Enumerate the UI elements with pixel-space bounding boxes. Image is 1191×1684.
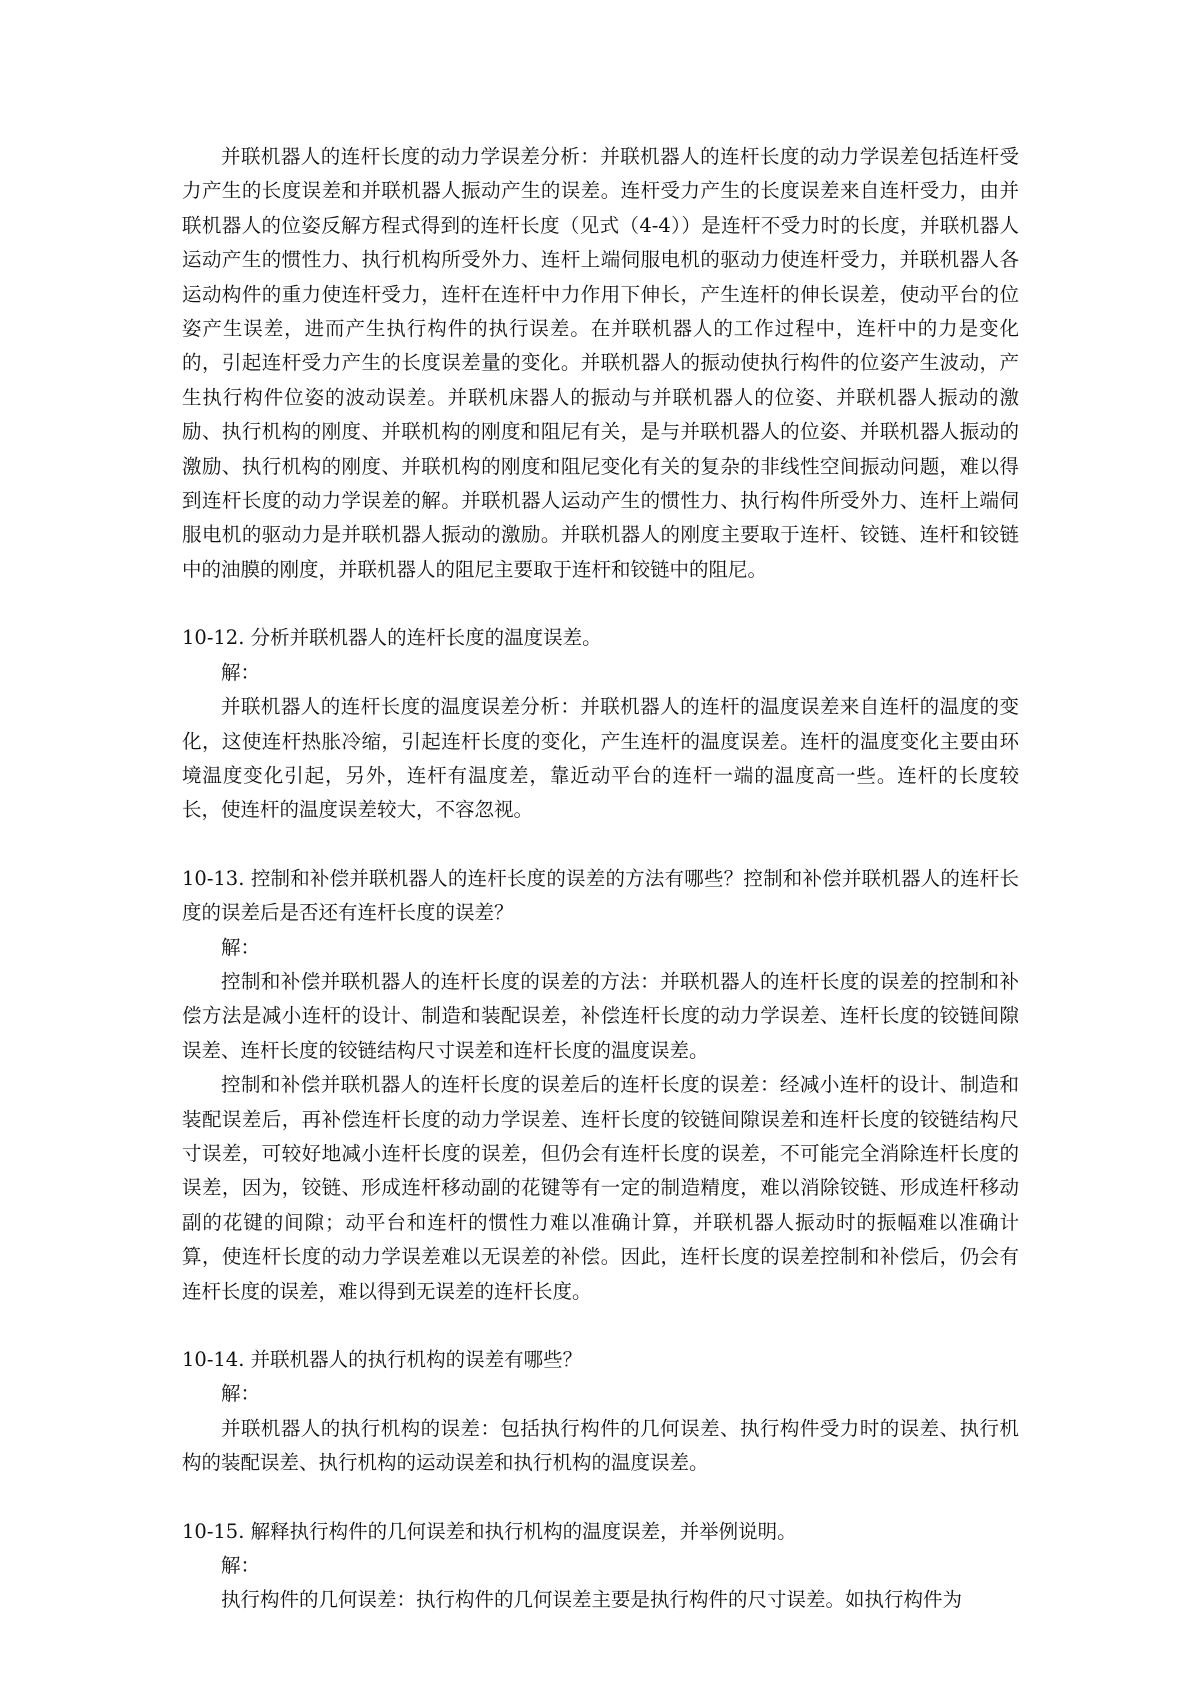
paragraph-compensation-methods: 控制和补偿并联机器人的连杆长度的误差的方法：并联机器人的连杆长度的误差的控制和补偿方法是减小连杆的设计、制造和装配误差，补偿连杆长度的动力学误差、连杆长度的铰链间隙误差、连杆长度的铰链结构尺寸误差和连杆长度的温度误差。	[182, 969, 1019, 1062]
answer-label: 解：	[221, 660, 261, 684]
answer-label: 解：	[221, 1382, 261, 1406]
paragraph-temperature-error: 并联机器人的连杆长度的温度误差分析：并联机器人的连杆的温度误差来自连杆的温度的变化，这使连杆热胀冷缩，引起连杆长度的变化，产生连杆的温度误差。连杆的温度变化主要由环境温度变化引起，另外，连杆有温度差，靠近动平台的连杆一端的温度高一些。连杆的长度较长，使连杆的温度误差较大，不容忽视。	[182, 695, 1019, 822]
paragraph-remaining-error: 控制和补偿并联机器人的连杆长度的误差后的连杆长度的误差：经减小连杆的设计、制造和装配误差后，再补偿连杆长度的动力学误差、连杆长度的铰链间隙误差和连杆长度的铰链结构尺寸误差，可较好地减小连杆长度的误差，但仍会有连杆长度的误差，不可能完全消除连杆长度的误差，因为，铰链、形成连杆移动副的花键等有一定的制造精度，难以消除铰链、形成连杆移动副的花键的间隙；动平台和连杆的惯性力难以准确计算，并联机器人振动时的振幅难以准确计算，使连杆长度的动力学误差难以无误差的补偿。因此，连杆长度的误差控制和补偿后，仍会有连杆长度的误差，难以得到无误差的连杆长度。	[182, 1073, 1019, 1303]
answer-label: 解：	[221, 935, 261, 959]
answer-label: 解：	[221, 1554, 261, 1578]
document-body	[182, 140, 1019, 1618]
question-10-12: 10-12. 分析并联机器人的连杆长度的温度误差。	[182, 626, 602, 650]
question-10-15: 10-15. 解释执行构件的几何误差和执行机构的温度误差，并举例说明。	[182, 1519, 797, 1543]
paragraph-actuator-errors: 并联机器人的执行机构的误差：包括执行构件的几何误差、执行构件受力时的误差、执行机构的装配误差、执行机构的运动误差和执行机构的温度误差。	[182, 1416, 1019, 1475]
question-10-14: 10-14. 并联机器人的执行机构的误差有哪些？	[182, 1348, 583, 1371]
question-10-13: 10-13. 控制和补偿并联机器人的连杆长度的误差的方法有哪些？控制和补偿并联机器人的连杆长度的误差后是否还有连杆长度的误差？	[182, 866, 1019, 925]
paragraph-geometric-error: 执行构件的几何误差：执行构件的几何误差主要是执行构件的尺寸误差。如执行构件为	[221, 1588, 963, 1612]
paragraph-dynamic-error: 并联机器人的连杆长度的动力学误差分析：并联机器人的连杆长度的动力学误差包括连杆受力产生的长度误差和并联机器人振动产生的误差。连杆受力产生的长度误差来自连杆受力，由并联机器人的位姿反解方程式得到的连杆长度（见式（4-4））是连杆不受力时的长度，并联机器人运动产生的惯性力、执行机构所受外力、连杆上端伺服电机的驱动力使连杆受力，并联机器人各运动构件的重力使连杆受力，连杆在连杆中力作用下伸长，产生连杆的伸长误差，使动平台的位姿产生误差，进而产生执行构件的执行误差。在并联机器人的工作过程中，连杆中的力是变化的，引起连杆受力产生的长度误差量的变化。并联机器人的振动使执行构件的位姿产生波动，产生执行构件位姿的波动误差。并联机床器人的振动与并联机器人的位姿、并联机器人振动的激励、执行机构的刚度、并联机构的刚度和阻尼有关，是与并联机器人的位姿、并联机器人振动的激励、执行机构的刚度、并联机构的刚度和阻尼变化有关的复杂的非线性空间振动问题，难以得到连杆长度的动力学误差的解。并联机器人运动产生的惯性力、执行构件所受外力、连杆上端伺服电机的驱动力是并联机器人振动的激励。并联机器人的刚度主要取于连杆、铰链、连杆和铰链中的油膜的刚度，并联机器人的阻尼主要取于连杆和铰链中的阻尼。	[182, 145, 1019, 581]
